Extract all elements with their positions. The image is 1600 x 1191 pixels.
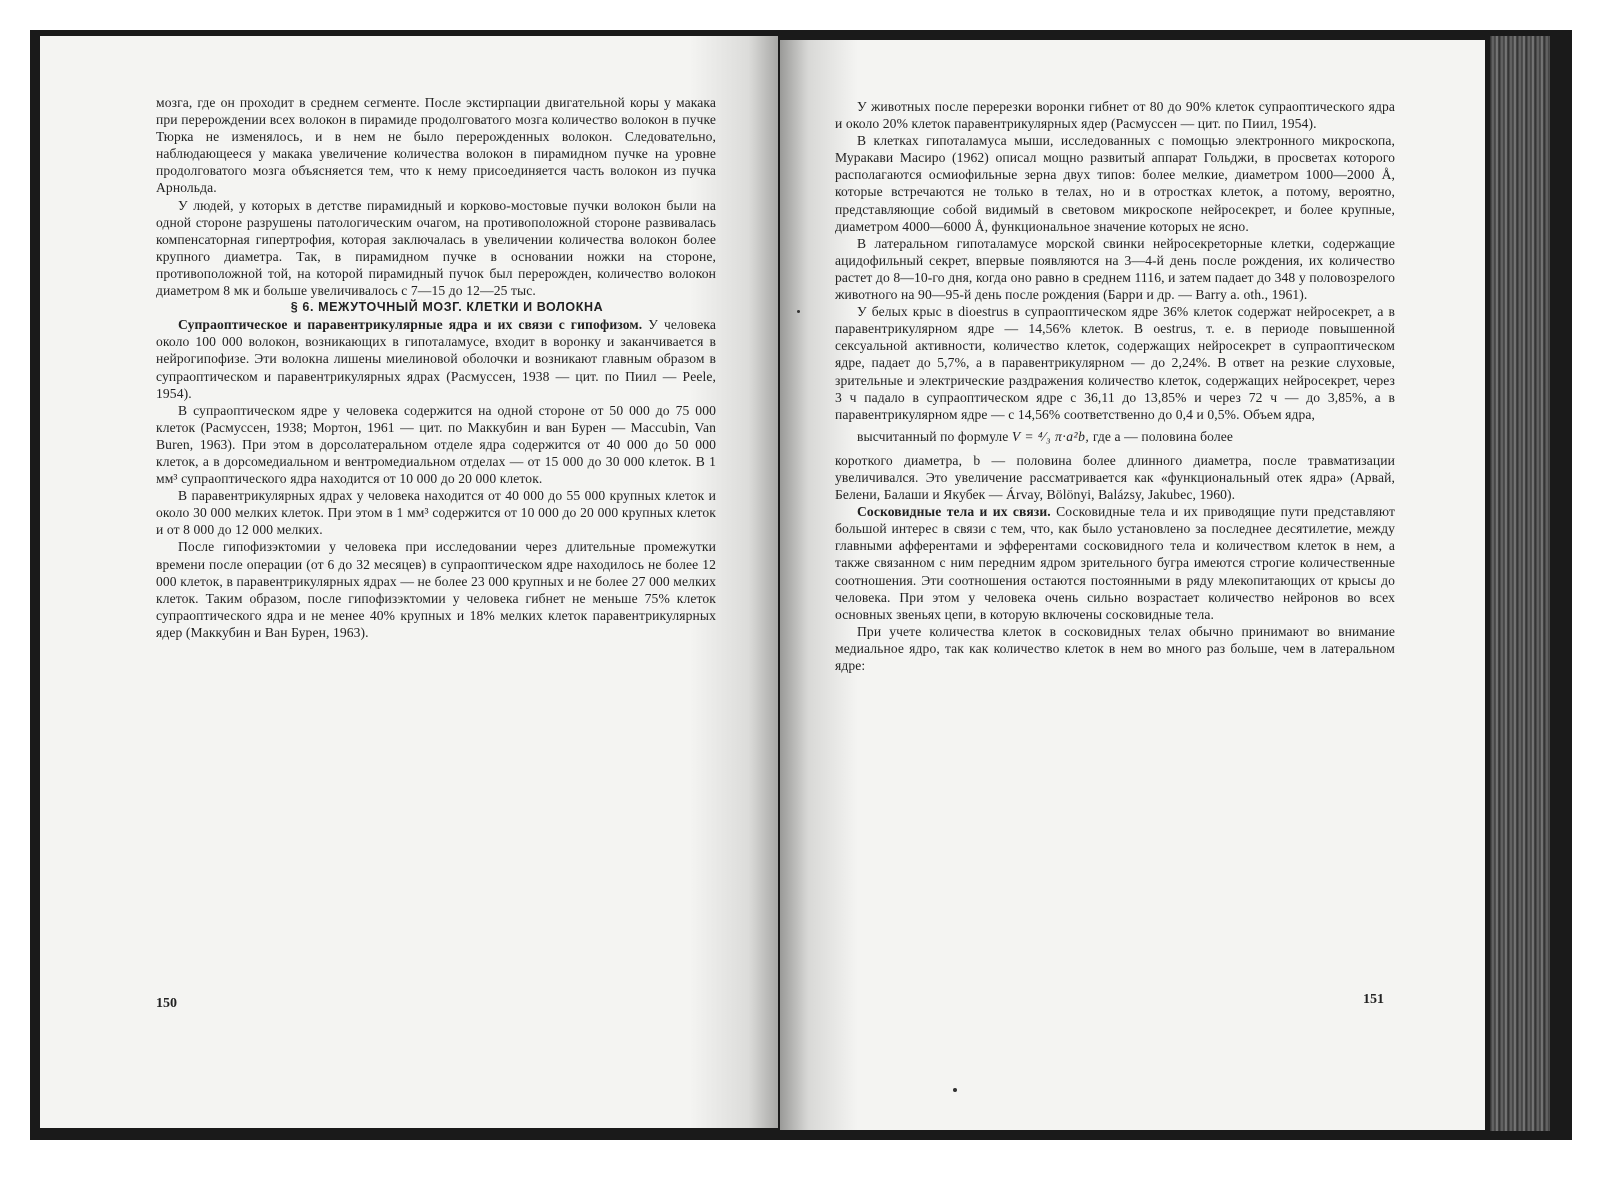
book-page-edges (1490, 36, 1550, 1131)
paragraph: После гипофизэктомии у человека при исследовании через длительные промежутки времени после операции (от 6 до 32 месяцев) в супраоптическом ядре находилось не более 12 000 клеток, в паравентрикулярных ядрах — не более 23 000 крупных и не более 27 000 мелких клеток. Таким образом, после гипофизэктомии у человека гибнет не меньше 75% клеток супраоптического ядра и не менее 40% крупных и 18% мелких клеток паравентрикулярных ядер (Маккубин и Ван Бурен, 1963). (156, 539, 716, 640)
subsection-runhead: Сосковидные тела и их связи. (857, 504, 1051, 520)
formula-suffix: где a — половина более (1092, 428, 1233, 444)
scan-speck (953, 1088, 957, 1092)
subsection-runhead: Супраоптическое и паравентрикулярные ядра и их связи с гипофизом. (178, 317, 643, 333)
page-number: 150 (156, 996, 177, 1011)
subsection-paragraph (156, 316, 716, 401)
paragraph: У белых крыс в dioestrus в супраоптическом ядре 36% клеток содержат нейросекрет, а в паравентрикулярном ядре — 14,56% клеток. В oestrus, т. е. в периоде повышенной сексуальной активности, количество клеток, содержащих нейросекрет в супраоптическом ядре, падает до 5,7%, а в паравентрикулярном — до 2,24%. В ответ на резкие слуховые, зрительные и электрические раздражения количество клеток, содержащих нейросекрет, через 3 ч падало в супраоптическом ядре с 36,11 до 13,85% и через 72 ч — до 3,85%, а в паравентрикулярном ядре — с 14,56% соответственно до 0,4 и 0,5%. Объем ядра, (835, 304, 1395, 422)
paragraph: В латеральном гипоталамусе морской свинки нейросекреторные клетки, содержащие ацидофильный секрет, впервые появляются на 3—4-й день после рождения, их количество растет до 8—10-го дня, когда оно равно в среднем 1116, и затем падает до 348 у половозрелого животного на 90—95-й день после рождения (Барри и др. — Barry a. oth., 1961). (835, 235, 1395, 303)
subsection-text: Сосковидные тела и их приводящие пути представляют большой интерес в связи с тем, что, как было установлено за последнее десятилетие, между главными афферентами и эфферентами сосковидного тела и количеством клеток в нем, а также связанном с ним передним ядром зрительного бугра имеются строгие количественные соотношения. Эти соотношения остаются постоянными в ряду млекопитающих от крысы до человека. При этом у человека очень сильно возрастает количество нейронов во всех основных звеньях цепи, в которую включены сосковидные тела. (835, 504, 1395, 622)
subsection-paragraph (835, 503, 1395, 623)
paragraph: У людей, у которых в детстве пирамидный и корково-мостовые пучки волокон были на одной стороне разрушены патологическим очагом, на противоположной стороне развивалась компенсаторная гипертрофия, которая заключалась в увеличении количества волокон более крупного диаметра. Так, в пирамидном пучке в основании ножки на стороне, противоположной той, на которой пирамидный пучок был перерожден, количество волокон диаметром 8 мк и больше увеличивалось с 7—15 до 12—25 тыс. (156, 197, 716, 299)
paragraph: В клетках гипоталамуса мыши, исследованных с помощью электронного микроскопа, Муракави Масиро (1962) описал мощно развитый аппарат Гольджи, в просветах которого располагаются осмиофильные зерна двух типов: более мелкие, диаметром 1000—2000 Å, которые встречаются не только в телах, но и в отростках клеток, а потому, вероятно, представляющие собой видимый в световом микроскопе нейросекрет, и более крупные, диаметром 4000—6000 Å, функциональное значение которых не ясно. (835, 133, 1395, 234)
paragraph: В паравентрикулярных ядрах у человека находится от 40 000 до 55 000 крупных клеток и около 30 000 мелких клеток. При этом в 1 мм³ содержится от 10 000 до 20 000 крупных клеток и от 8 000 до 12 000 мелких. (156, 488, 716, 538)
section-heading: § 6. МЕЖУТОЧНЫЙ МОЗГ. КЛЕТКИ И ВОЛОКНА (290, 300, 604, 315)
paragraph: При учете количества клеток в сосковидных телах обычно принимают во внимание медиальное ядро, так как количество клеток в нем во много раз больше, чем в латеральном ядре: (835, 623, 1395, 673)
paragraph: У животных после перерезки воронки гибнет от 80 до 90% клеток супраоптического ядра и около 20% клеток паравентрикулярных ядер (Расмуссен — цит. по Пиил, 1954). (835, 99, 1395, 132)
volume-formula: V = ⁴⁄₃ π·a²b, (1011, 428, 1090, 444)
paragraph: короткого диаметра, b — половина более длинного диаметра, после травматизации увеличивался. Это увеличение рассматривается как «функциональный отек ядра» (Арвай, Белени, Балаши и Якубек — Árvay, Bölönyi, Balázsy, Jakubec, 1960). (835, 452, 1395, 503)
right-page (780, 40, 1485, 1130)
formula-line (835, 423, 1395, 452)
left-text-column (156, 94, 716, 641)
paragraph: В супраоптическом ядре у человека содержится на одной стороне от 50 000 до 75 000 клеток (Расмуссен, 1938; Мортон, 1961 — цит. по Маккубин и ван Бурен — Maccubin, Van Buren, 1963). При этом в дорсолатеральном отделе ядра содержится от 40 000 до 50 000 клеток, а в дорсомедиальном и вентромедиальном отделах — от 15 000 до 30 000 клеток. В 1 мм³ супраоптического ядра находится от 10 000 до 20 000 клеток. (156, 402, 716, 487)
paragraph: мозга, где он проходит в среднем сегменте. После экстирпации двигательной коры у макака при перерождении всех волокон в пирамиде продолговатого мозга количество волокон в пучке Тюрка не изменялось, и в нем не было перерожденных волокон. Следовательно, наблюдающееся у макака увеличение количества волокон в пирамидном пучке на уровне продолговатого мозга объясняется тем, что к нему присоединяется часть волокон из пучка Арнольда. (156, 95, 716, 196)
subsection-text: У человека около 100 000 волокон, возникающих в гипоталамусе, входит в воронку и заканчивается в нейрогипофизе. Эти волокна лишены миелиновой оболочки и возникают главным образом в супраоптическом и паравентрикулярных ядрах (Расмуссен, 1938 — цит. по Пиил — Peele, 1954). (156, 317, 717, 401)
page-number: 151 (1363, 992, 1384, 1007)
right-text-column (835, 98, 1395, 674)
formula-prefix: высчитанный по формуле (857, 428, 1009, 444)
left-page (40, 36, 778, 1128)
scan-speck (797, 310, 800, 313)
